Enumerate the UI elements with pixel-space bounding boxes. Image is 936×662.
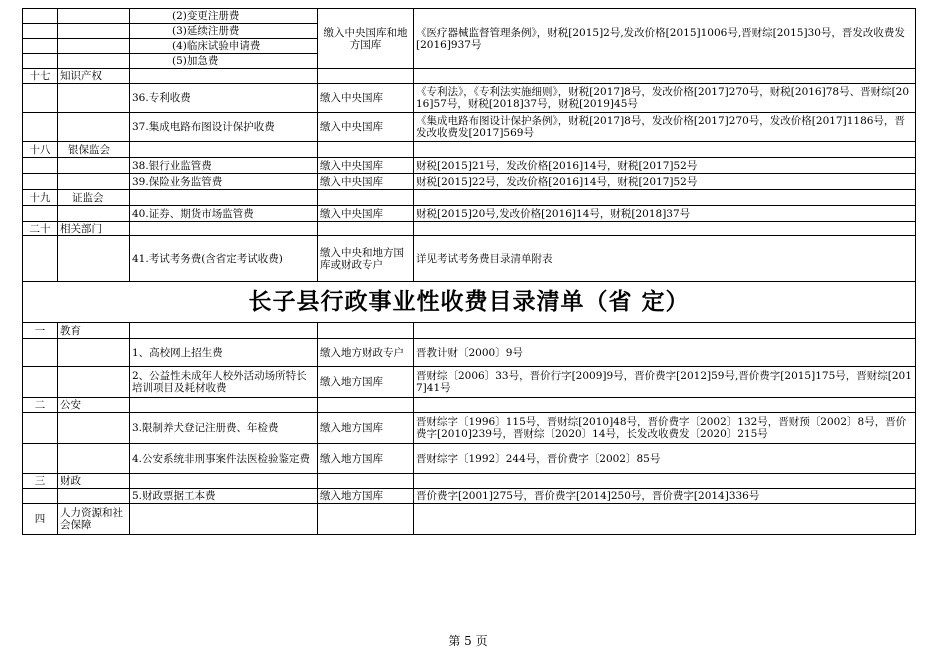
category-cell — [58, 9, 130, 24]
destination-cell: 缴入地方国库 — [318, 413, 414, 444]
section-name: 公安 — [58, 398, 130, 413]
section-row — [23, 323, 916, 339]
item-name: 2、公益性未成年人校外活动场所特长培训项目及耗材收费 — [130, 367, 318, 398]
sub-item-name: (3)延续注册费 — [130, 24, 318, 39]
basis-cell: 晋财综字〔1996〕115号，晋财综[2010]48号，晋价费字〔2002〕132号，晋财预〔2002〕8号，晋价费字[2010]239号，晋财综〔2020〕14号，长发改收费发〔2020〕215号 — [414, 413, 916, 444]
table-row — [23, 174, 916, 190]
table-row — [23, 158, 916, 174]
table-row — [23, 489, 916, 504]
item-name: 37.集成电路布图设计保护收费 — [130, 113, 318, 142]
destination-cell: 缴入中央国库 — [318, 174, 414, 190]
destination-cell: 缴入中央国库 — [318, 158, 414, 174]
category-cell — [58, 24, 130, 39]
seq-cell — [23, 54, 58, 69]
item-name: 40.证券、期货市场监管费 — [130, 206, 318, 222]
table-row — [23, 84, 916, 113]
basis-cell: 晋教计财〔2000〕9号 — [414, 339, 916, 367]
section-name: 财政 — [58, 474, 130, 489]
item-name: 1、高校网上招生费 — [130, 339, 318, 367]
section-number: 二十 — [23, 222, 58, 236]
basis-cell: 《集成电路布图设计保护条例》，财税[2017]8号，发改价格[2017]270号，发改价格[2017]1186号，晋发改收费发[2017]569号 — [414, 113, 916, 142]
destination-cell: 缴入中央和地方国库或财政专户 — [318, 236, 414, 282]
section-number: 四 — [23, 504, 58, 535]
destination-cell: 缴入地方国库 — [318, 444, 414, 474]
basis-cell: 《专利法》，《专利法实施细则》，财税[2017]8号，发改价格[2017]270号，财税[2016]78号、晋财综[2016]57号，财税[2018]37号，财税[2019]45号 — [414, 84, 916, 113]
seq-cell — [23, 39, 58, 54]
section-name: 相关部门 — [58, 222, 130, 236]
table-row — [23, 367, 916, 398]
section-number: 三 — [23, 474, 58, 489]
table-row — [23, 9, 916, 24]
section-number: 二 — [23, 398, 58, 413]
fee-catalog-table — [22, 8, 916, 535]
section-row — [23, 69, 916, 84]
basis-cell: 晋财综〔2006〕33号，晋价行字[2009]9号，晋价费字[2012]59号,晋价费字[2015]175号，晋财综[2017]41号 — [414, 367, 916, 398]
item-name: 38.银行业监管费 — [130, 158, 318, 174]
page-number: 第 5 页 — [448, 634, 488, 648]
title-row — [23, 282, 916, 323]
table-row — [23, 236, 916, 282]
item-name: 5.财政票据工本费 — [130, 489, 318, 504]
table-row — [23, 444, 916, 474]
section-row — [23, 504, 916, 535]
section-number: 十九 — [23, 190, 58, 206]
basis-cell: 财税[2015]21号，发改价格[2016]14号，财税[2017]52号 — [414, 158, 916, 174]
section-number: 十七 — [23, 69, 58, 84]
provincial-catalog-title: 长子县行政事业性收费目录清单（省 定） — [23, 282, 916, 323]
basis-cell: 晋财综字〔1992〕244号，晋价费字〔2002〕85号 — [414, 444, 916, 474]
category-cell — [58, 54, 130, 69]
sub-item-name: (5)加急费 — [130, 54, 318, 69]
table-row — [23, 339, 916, 367]
table-row — [23, 206, 916, 222]
section-number: 十八 — [23, 142, 58, 158]
seq-cell — [23, 9, 58, 24]
section-name: 银保监会 — [58, 142, 130, 158]
destination-cell: 缴入中央国库和地方国库 — [318, 9, 414, 69]
destination-cell: 缴入中央国库 — [318, 206, 414, 222]
destination-cell: 缴入中央国库 — [318, 84, 414, 113]
section-name: 知识产权 — [58, 69, 130, 84]
table-row — [23, 113, 916, 142]
section-row — [23, 190, 916, 206]
section-name: 证监会 — [58, 190, 130, 206]
section-name: 教育 — [58, 323, 130, 339]
basis-cell: 财税[2015]22号，发改价格[2016]14号，财税[2017]52号 — [414, 174, 916, 190]
basis-cell: 财税[2015]20号,发改价格[2016]14号，财税[2018]37号 — [414, 206, 916, 222]
item-name: 41.考试考务费(含省定考试收费) — [130, 236, 318, 282]
item-name: 4.公安系统非刑事案件法医检验鉴定费 — [130, 444, 318, 474]
basis-cell: 详见考试考务费目录清单附表 — [414, 236, 916, 282]
section-row — [23, 142, 916, 158]
destination-cell: 缴入地方国库 — [318, 367, 414, 398]
basis-cell: 《医疗器械监督管理条例》，财税[2015]2号,发改价格[2015]1006号,晋财综[2015]30号，晋发改收费发[2016]937号 — [414, 9, 916, 69]
section-number: 一 — [23, 323, 58, 339]
seq-cell — [23, 24, 58, 39]
destination-cell: 缴入中央国库 — [318, 113, 414, 142]
destination-cell: 缴入地方财政专户 — [318, 339, 414, 367]
section-row — [23, 398, 916, 413]
section-name: 人力资源和社会保障 — [58, 504, 130, 535]
sub-item-name: (4)临床试验申请费 — [130, 39, 318, 54]
item-name: 36.专利收费 — [130, 84, 318, 113]
section-row — [23, 474, 916, 489]
table-row — [23, 413, 916, 444]
item-name: 39.保险业务监管费 — [130, 174, 318, 190]
basis-cell: 晋价费字[2001]275号，晋价费字[2014]250号，晋价费字[2014]336号 — [414, 489, 916, 504]
section-row — [23, 222, 916, 236]
destination-cell: 缴入地方国库 — [318, 489, 414, 504]
category-cell — [58, 39, 130, 54]
sub-item-name: (2)变更注册费 — [130, 9, 318, 24]
item-name: 3.限制养犬登记注册费、年检费 — [130, 413, 318, 444]
